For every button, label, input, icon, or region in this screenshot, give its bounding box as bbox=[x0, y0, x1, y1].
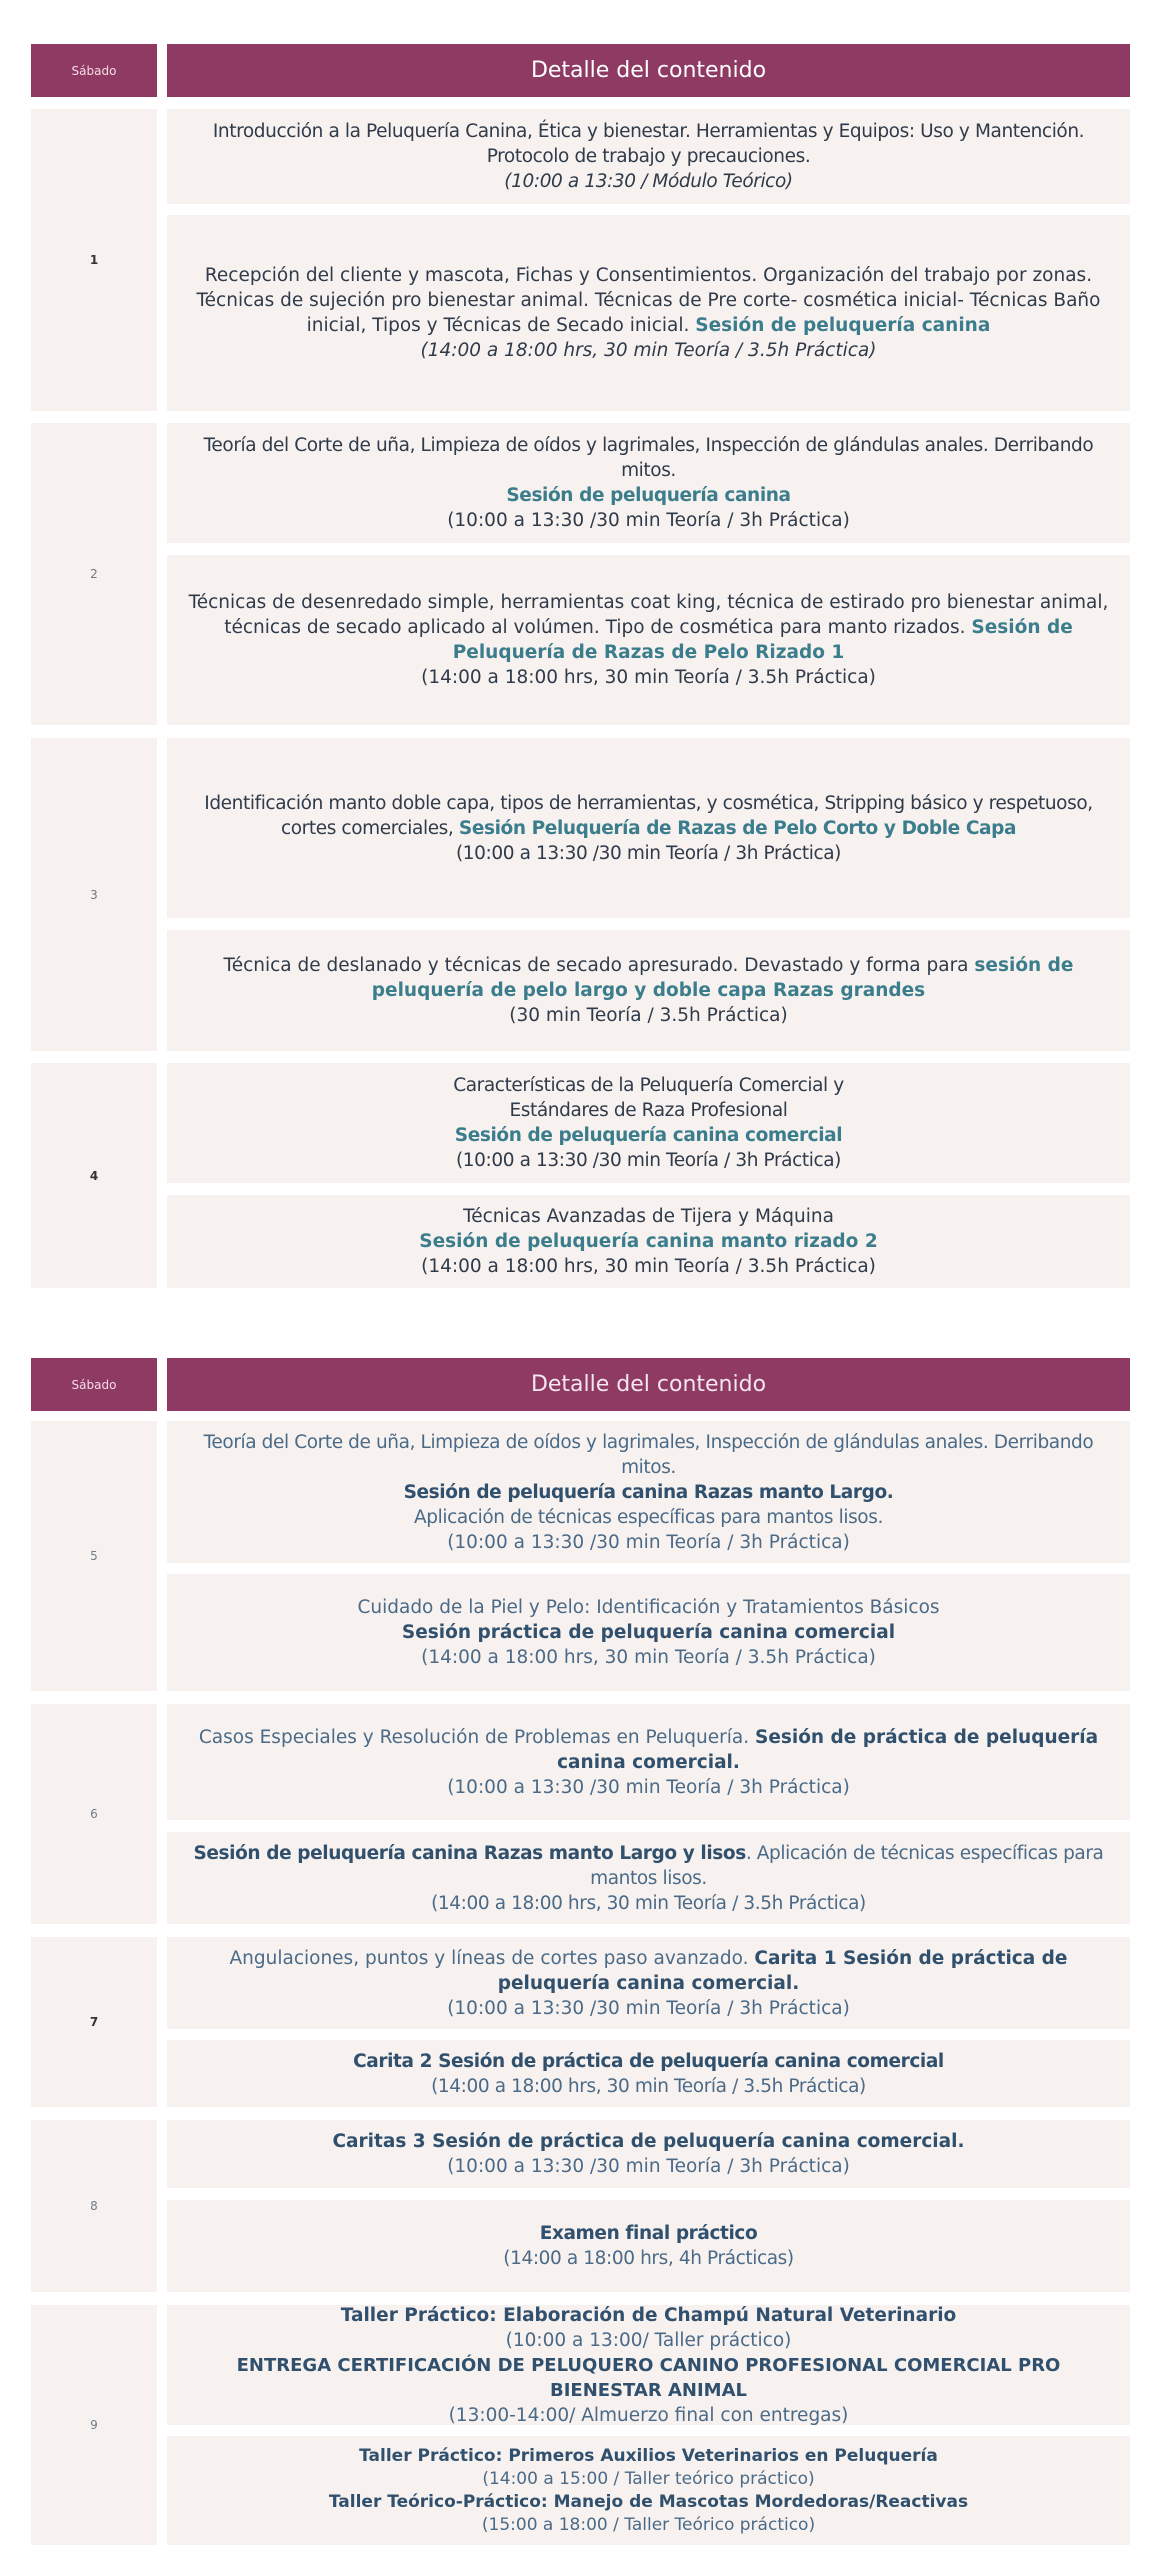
session-description bbox=[185, 791, 1112, 841]
session-time: (14:00 a 15:00 / Taller teórico práctico) bbox=[482, 2468, 815, 2489]
session-time: (14:00 a 18:00 hrs, 30 min Teoría / 3.5h Práctica) bbox=[431, 2075, 866, 2097]
session-time: (14:00 a 18:00 hrs, 30 min Teoría / 3.5h Práctica) bbox=[421, 1647, 876, 1668]
day-number-cell: 8 bbox=[31, 2120, 157, 2292]
session-cell bbox=[167, 1195, 1130, 1288]
session-cell bbox=[167, 2436, 1130, 2545]
day-number-cell: 7 bbox=[31, 1937, 157, 2107]
day-number-cell: 6 bbox=[31, 1704, 157, 1924]
session-highlight: Sesión de práctica de peluquería canina comercial. bbox=[557, 1726, 1099, 1773]
session-description bbox=[185, 1946, 1112, 1996]
day-number-cell: 3 bbox=[31, 738, 157, 1051]
session-cell bbox=[167, 2305, 1130, 2425]
session-description: Técnicas Avanzadas de Tijera y Máquina bbox=[463, 1206, 834, 1227]
session-time: (14:00 a 18:00 hrs, 30 min Teoría / 3.5h Práctica) bbox=[420, 340, 877, 361]
session-highlight: Examen final práctico bbox=[539, 2223, 758, 2244]
session-time: (10:00 a 13:00/ Taller práctico) bbox=[505, 2329, 792, 2351]
day-number-cell: 1 bbox=[31, 109, 157, 411]
session-time: (14:00 a 18:00 hrs, 30 min Teoría / 3.5h Práctica) bbox=[421, 1256, 876, 1277]
session-cell bbox=[167, 423, 1130, 543]
session-extra: Aplicación de técnicas específicas para mantos lisos. bbox=[414, 1506, 883, 1528]
session-highlight: Sesión de peluquería canina comercial bbox=[454, 1125, 843, 1146]
session-description: Introducción a la Peluquería Canina, Ética y bienestar. Herramientas y Equipos: Uso y Mantención. Protocolo de trabajo y precauciones. bbox=[212, 121, 1085, 167]
session-description bbox=[185, 953, 1112, 1003]
session-time: (30 min Teoría / 3.5h Práctica) bbox=[509, 1005, 788, 1026]
header-detail: Detalle del contenido bbox=[167, 1358, 1130, 1411]
session-text: Casos Especiales y Resolución de Problemas en Peluquería. bbox=[198, 1726, 750, 1748]
session-text: Angulaciones, puntos y líneas de cortes paso avanzado. bbox=[229, 1947, 749, 1969]
session-time: (10:00 a 13:30 /30 min Teoría / 3h Práctica) bbox=[455, 1150, 842, 1171]
day-number-cell: 5 bbox=[31, 1421, 157, 1691]
session-cell bbox=[167, 555, 1130, 725]
workshop-title: Taller Teórico-Práctico: Manejo de Mascotas Mordedoras/Reactivas bbox=[328, 2491, 969, 2512]
session-cell bbox=[167, 1421, 1130, 1563]
session-description bbox=[185, 590, 1112, 665]
session-description: Teoría del Corte de uña, Limpieza de oídos y lagrimales, Inspección de glándulas anales. Derribando mitos. bbox=[203, 435, 1094, 481]
session-cell bbox=[167, 109, 1130, 204]
certification-title: ENTREGA CERTIFICACIÓN DE PELUQUERO CANINO PROFESIONAL COMERCIAL PRO BIENESTAR ANIMAL bbox=[236, 2354, 1061, 2401]
session-highlight: Carita 2 Sesión de práctica de peluquería canina comercial bbox=[353, 2050, 944, 2072]
session-text: Identificación manto doble capa, tipos de herramientas, y cosmética, Stripping básico y respetuoso, cortes comerciales, bbox=[204, 792, 1093, 839]
session-cell bbox=[167, 1063, 1130, 1183]
session-time: (10:00 a 13:30 /30 min Teoría / 3h Práctica) bbox=[447, 1997, 850, 2019]
session-description: Teoría del Corte de uña, Limpieza de oídos y lagrimales, Inspección de glándulas anales. Derribando mitos. bbox=[203, 1431, 1094, 1478]
session-time: (14:00 a 18:00 hrs, 30 min Teoría / 3.5h Práctica) bbox=[431, 1892, 866, 1914]
session-time: (14:00 a 18:00 hrs, 4h Prácticas) bbox=[503, 2248, 794, 2269]
header-day: Sábado bbox=[31, 44, 157, 97]
header-day: Sábado bbox=[31, 1358, 157, 1411]
session-description bbox=[185, 263, 1112, 338]
session-time: (10:00 a 13:30 / Módulo Teórico) bbox=[504, 171, 793, 192]
session-time: (13:00-14:00/ Almuerzo final con entregas) bbox=[448, 2404, 849, 2426]
session-time: (14:00 a 18:00 hrs, 30 min Teoría / 3.5h Práctica) bbox=[421, 667, 876, 688]
session-time: (10:00 a 13:30 /30 min Teoría / 3h Práctica) bbox=[455, 842, 842, 864]
workshop-title: Taller Práctico: Elaboración de Champú Natural Veterinario bbox=[340, 2304, 957, 2326]
day-number-cell: 4 bbox=[31, 1063, 157, 1288]
session-time: (10:00 a 13:30 /30 min Teoría / 3h Práctica) bbox=[447, 1531, 850, 1553]
session-text: Técnicas de desenredado simple, herramientas coat king, técnica de estirado pro bienestar animal, técnicas de secado aplicado al volúmen. Tipo de cosmética para manto rizados. bbox=[188, 592, 1109, 638]
session-cell bbox=[167, 2200, 1130, 2292]
header-detail: Detalle del contenido bbox=[167, 44, 1130, 97]
session-text: Recepción del cliente y mascota, Fichas y Consentimientos. Organización del trabajo por zonas. Técnicas de sujeción pro bienestar animal. Técnicas de Pre corte- cosmética inicial- Técnicas Baño inicial, Tipos y Técnicas de Secado inicial. bbox=[196, 265, 1101, 336]
session-cell bbox=[167, 2040, 1130, 2107]
session-cell bbox=[167, 738, 1130, 918]
session-cell bbox=[167, 1832, 1130, 1924]
session-description: Cuidado de la Piel y Pelo: Identificación y Tratamientos Básicos bbox=[357, 1597, 940, 1618]
session-cell bbox=[167, 1704, 1130, 1820]
session-highlight: Sesión de peluquería canina Razas manto Largo. bbox=[403, 1481, 894, 1503]
session-highlight: Sesión de Peluquería de Razas de Pelo Rizado 1 bbox=[452, 617, 1073, 663]
session-time: (10:00 a 13:30 /30 min Teoría / 3h Práctica) bbox=[447, 2156, 850, 2177]
workshop-title: Taller Práctico: Primeros Auxilios Veterinarios en Peluquería bbox=[359, 2445, 938, 2466]
session-text: . Aplicación de técnicas específicas para mantos lisos. bbox=[590, 1842, 1104, 1889]
session-cell bbox=[167, 930, 1130, 1051]
session-highlight: Sesión de peluquería canina bbox=[506, 485, 791, 506]
day-number-cell: 2 bbox=[31, 423, 157, 725]
session-highlight: Caritas 3 Sesión de práctica de peluquería canina comercial. bbox=[332, 2131, 965, 2152]
session-cell bbox=[167, 215, 1130, 411]
session-highlight: Sesión Peluquería de Razas de Pelo Corto y Doble Capa bbox=[458, 817, 1017, 839]
session-description bbox=[185, 1725, 1112, 1775]
session-text: Técnica de deslanado y técnicas de secado apresurado. Devastado y forma para bbox=[223, 955, 969, 976]
day-number-cell: 9 bbox=[31, 2305, 157, 2545]
session-line: Características de la Peluquería Comercial y bbox=[453, 1075, 844, 1096]
session-description bbox=[185, 1841, 1112, 1891]
session-highlight: Sesión práctica de peluquería canina comercial bbox=[401, 1622, 896, 1643]
session-cell bbox=[167, 1574, 1130, 1691]
session-cell bbox=[167, 1937, 1130, 2029]
session-highlight: Sesión de peluquería canina Razas manto Largo y lisos bbox=[193, 1842, 746, 1864]
session-line: Estándares de Raza Profesional bbox=[509, 1100, 788, 1121]
session-cell bbox=[167, 2120, 1130, 2188]
session-highlight: Sesión de peluquería canina bbox=[695, 315, 991, 336]
session-highlight: Carita 1 Sesión de práctica de peluquería canina comercial. bbox=[497, 1947, 1068, 1994]
session-highlight: Sesión de peluquería canina manto rizado 2 bbox=[419, 1231, 878, 1252]
session-time: (10:00 a 13:30 /30 min Teoría / 3h Práctica) bbox=[447, 1776, 850, 1798]
session-time: (10:00 a 13:30 /30 min Teoría / 3h Práctica) bbox=[447, 510, 850, 531]
session-time: (15:00 a 18:00 / Taller Teórico práctico) bbox=[481, 2514, 816, 2535]
session-highlight: sesión de peluquería de pelo largo y doble capa Razas grandes bbox=[371, 955, 1074, 1001]
